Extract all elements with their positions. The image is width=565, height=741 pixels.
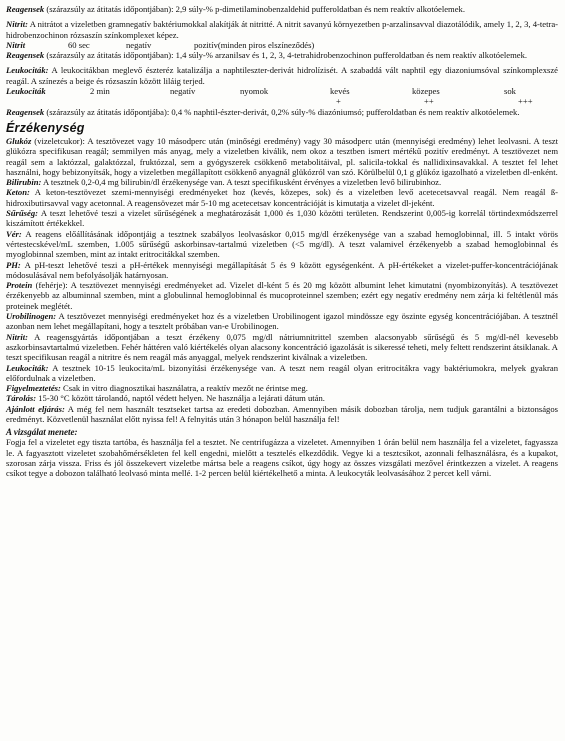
table-time: 60 sec <box>68 39 90 50</box>
para-text: A tesztnek 10-15 leukocita/mL bizonyítási érzékenysége van. A teszt nem reagál olyan eritrocitákra vagy baktériumokra, melyek gyakran előfordulnak a vizeletben. <box>6 362 558 383</box>
para-text: 15-30 °C között tárolandó, naptól védett helyen. Ne használja a lejárati dátum után. <box>36 393 325 404</box>
warning-paragraph <box>6 383 558 393</box>
para-text: A tesztnek 0,2-0,4 mg bilirubin/dl érzékenysége van. A teszt specifikusként érvényes a vizeletben levő bilirubinhoz. <box>41 177 442 188</box>
para-label: Bilirubin: <box>6 177 42 188</box>
para-label: Urobilinogen: <box>6 311 57 322</box>
para-text: A tesztövezet mennyiségi eredményeket hoz és a vizeletben Urobilinogent igazol mindössze egy öszinte egység koncentrációjában. A tesztnél azonban nem lehet megállapítani, hogy a tesztelt próbában van-e Urobilinogen. <box>6 311 558 332</box>
ver-paragraph <box>6 229 558 260</box>
plus-1: + <box>336 96 341 107</box>
para-label: Tárolás: <box>6 393 37 404</box>
para-text: (vizeletcukor): A tesztövezet vagy 10 másodperc után (minőségi eredmény) vagy 30 másodperc után (mennyiségi eredmény) lehet leolvasni. A teszt glükózra specifikusan reagál; semmilyen más anyag, mely a vizeletben kiválik, nem okoz a tesztben ismert mértékű pozitív eredményt. A tesztövezet nem reagál sem a laktózzal, galaktózzal, fruktózzal, sem a gyógyszerek csökkenő metabolitáival, pl. salicila-tokkal és nallidixinsavakkal. A tesztet fel lehet használni, hogy bebizonyítsák, hogy a vizeletben megállapított csökkenő anyagnál glükózról van szó. Körülbelül 0,1 g glükóz igazolható a vizeletben dl-enként. <box>6 135 558 177</box>
method-paragraph: Fogja fel a vizeletet egy tiszta tartóba, és használja fel a tesztet. Ne centrifugázza a vizeletet. Amennyiben 1 órán belül nem használja fel a vizeletet, fagyassza le. A fagyasztott vizeletet szobahőmérsékleten fel kell engedni, mielőtt a tesztelés elkezdődik. Vegye ki a tesztcsíkot, azonnali felhasználásra, és a kupakot, szorosan zárja vissza. Friss és jól összekevert vizeletbe mártsa bele a reagens csíkot, úgy hogy az összes vizsgálati mezővel érintkezzen a vizelet. A reagens csíkot tegye a dobozon található leolvasó minta mellé. 1-2 percen belül kiértékelhető a minta. A leukocyták leolvasásához 2 percet kell várni. <box>6 437 558 479</box>
nitrit-text: A nitrátot a vizeletben gramnegatív baktériumokkal alakítják át nitritté. A nitrit savanyú környezetben p-arzalinsavval diazotálódik, amely 1, 2, 3, 4-tetra-hidrobenzochinon rózsaszín színkomplexet képez. <box>6 19 558 40</box>
para-text: (fehérje): A tesztövezet mennyiségi eredményeket ad. Vizelet dl-ként 5 és 20 mg között albumint lehet kimutatni (nyombizonyítás). A tesztövezet érzékenyebb az albuminnal szemben, mint a globulinnal hemoglobinnal és mucoproteinnel szemben; ezért egy negatív eredmény nem zárja ki feltétlenül más proteinek meglétét. <box>6 280 558 311</box>
nitrit-sensitivity-paragraph <box>6 332 558 363</box>
reagens-paragraph-2 <box>6 50 558 60</box>
keton-paragraph <box>6 187 558 208</box>
table-negative: negatív <box>170 86 196 97</box>
leukocita-sensitivity-paragraph <box>6 363 558 384</box>
reagens-text: (szárazsúly az átitatás időpontjába): 0,4 % naphtil-észter-derivát, 0,2% súly-% diazóniumsó; pufferoldatban és nem reaktív alkotóelemek. <box>44 106 520 117</box>
protein-paragraph <box>6 280 558 311</box>
leukocita-plus-row <box>6 96 558 106</box>
table-positive: pozitív(minden piros elszíneződés) <box>194 39 315 50</box>
para-text: A teszt lehetővé teszi a vizelet sűrűségének a meghatározását 1,000 és 1,030 közötti területen. Rendszerint 0,005-ig korrelál törtindexmódszerrel kiszámított értékekkel. <box>6 208 558 229</box>
reagens-paragraph-1 <box>6 4 558 14</box>
reagens-text: (szárazsúly az átitatás időpontjában): 2,9 súly-% p-dimetilaminobenzaldehid pufferoldatban és nem reaktív alkotóelemek. <box>44 4 465 14</box>
suruseg-paragraph <box>6 208 558 229</box>
table-label: Leukociták <box>6 86 46 97</box>
para-label: Glukóz <box>6 135 32 146</box>
para-text: A keton-tesztövezet szemi-mennyiségi eredményeket hoz (kevés, közepes, sok) és a vizeletben levő acetecetsavval reagál. Nem reagál ß-hidroxibutirsavval vagy acetonnal. A reagensövezet már 5-10 mg acetecetsav koncentrációját is kimutatja a vizelet dl-jeként. <box>6 187 558 208</box>
para-text: A reagens előállításának időpontjáig a tesztnek szabályos leolvasáskor 0,015 mg/dl érzékenysége van a szabad hemoglobinnal, ill. 5 intakt vörös vértestecskével/mL szemben, 1.005 sűrűségű askorbinsav-tartalmú vizeletben (<5 mg/dl). A teszt valamivel érzékenyebb a szabad hemoglobinnal és myoglobinnal szemben, mint az intakt eritrocitákkal szemben. <box>6 228 558 260</box>
plus-2: ++ <box>424 96 434 107</box>
reagens-label: Reagensek <box>6 4 45 14</box>
reagens-text: (szárazsúly az átitatás időpontjában): 1,4 súly-% arzanilsav és 1, 2, 3, 4-tetrahidrobenzochinon pufferoldatban és nem reaktív alkotóelemek. <box>44 50 528 61</box>
para-label: PH: <box>6 259 21 270</box>
sensitivity-section <box>6 136 558 424</box>
document-page <box>6 4 558 478</box>
leukocita-paragraph <box>6 65 558 86</box>
para-label: Leukociták: <box>6 362 49 373</box>
para-label: Protein <box>6 280 33 291</box>
section-heading: Érzékenység <box>6 120 85 135</box>
table-negative: negatív <box>126 39 152 50</box>
para-text: A még fel nem használt tesztseket tartsa az eredeti dobozban. Amennyiben másik dobozban tárolja, nem tudjuk garantálni a biztonságos eredményt. Közvetlenül használat előtt nyissa fel! A felnyitás után 3 hónapon belül használja fel! <box>6 403 558 424</box>
para-text: A reagensgyártás időpontjában a teszt érzékeny 0,075 mg/dl nátriumnitrittel szemben alacsonyabb sűrűségű és 5 mg/dl-nél kevesebb aszkorbinsavtartalmú vizeletben. Fehér háttéren való kiértékelés olyan alacsony koncentráció igazolását is sikeressé teheti, mely feltett rendszerint átsiklanak. A teszt specifikusan reagál a nitritre és nem reagál más anyaggal, melyek rendszerint kiválnak a vizeletben. <box>6 331 558 363</box>
nitrit-table-row <box>6 40 558 50</box>
leukocita-text: A leukocitákban meglevő észteréz katalizálja a naphtileszter-derivát hidrolízisét. A szabaddá vált naphtil egy diazoniumsóval színkomplexszé reagál. A színezés a beige és rózsaszín között liláig terjed. <box>6 65 558 86</box>
table-time: 2 min <box>90 86 110 97</box>
table-large: sok <box>504 86 516 97</box>
para-text: Csak in vitro diagnosztikai használatra, a reaktív mezőt ne érintse meg. <box>60 383 308 394</box>
nitrit-paragraph <box>6 19 558 40</box>
para-label: Vér: <box>6 228 22 239</box>
para-label: Keton: <box>6 187 30 198</box>
ph-paragraph <box>6 260 558 281</box>
reagens-label: Reagensek <box>6 50 45 61</box>
method-heading: A vizsgálat menete: <box>6 427 78 438</box>
nitrit-label: Nitrit: <box>6 19 28 30</box>
para-label: Nitrit: <box>6 331 28 342</box>
reagens-paragraph-3 <box>6 107 558 117</box>
urobilinogen-paragraph <box>6 311 558 332</box>
glukoz-paragraph <box>6 136 558 177</box>
leukocita-table-row <box>6 86 558 96</box>
recommended-procedure-paragraph <box>6 404 558 425</box>
bilirubin-paragraph <box>6 177 558 187</box>
para-label: Ajánlott eljárás: <box>6 403 65 414</box>
para-label: Figyelmeztetés: <box>6 383 61 394</box>
table-moderate: közepes <box>412 86 440 97</box>
reagens-label: Reagensek <box>6 106 45 117</box>
para-text: A pH-teszt lehetővé teszi a pH-értékek mennyiségi megállapítását 5 és 9 között egységenként. A pH-értékeket a vizelet-puffer-koncentrációjának módosulásával nem befolyásolják határnyosan. <box>6 259 558 280</box>
table-trace: nyomok <box>240 86 269 97</box>
para-label: Sűrűség: <box>6 208 38 219</box>
leukocita-label: Leukociták: <box>6 65 49 76</box>
table-small: kevés <box>330 86 350 97</box>
storage-paragraph <box>6 393 558 403</box>
table-label: Nitrit <box>6 39 26 50</box>
plus-3: +++ <box>518 96 533 107</box>
